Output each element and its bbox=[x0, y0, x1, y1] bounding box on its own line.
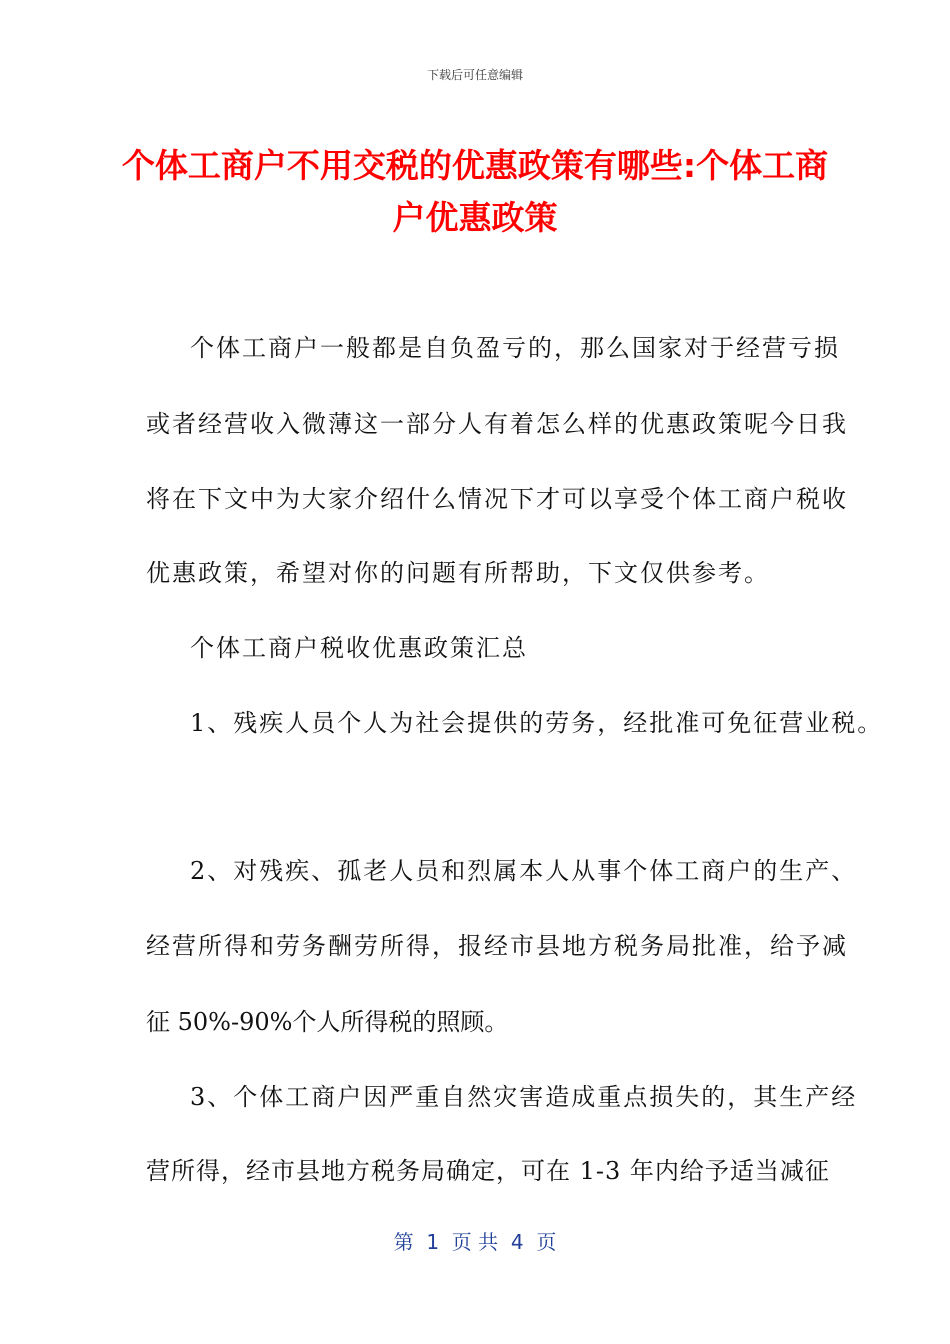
paragraph-line-3: 将在下文中为大家介绍什么情况下才可以享受个体工商户税收 bbox=[146, 485, 848, 513]
page-number-footer: 第 1 页 共 4 页 bbox=[393, 1230, 557, 1254]
paragraph-line-4: 优惠政策，希望对你的问题有所帮助，下文仅供参考。 bbox=[146, 559, 770, 587]
header-note: 下载后可任意编辑 bbox=[426, 68, 523, 82]
item-2-line-3: 征 50%-90%个人所得税的照顾。 bbox=[146, 1008, 509, 1036]
item-3-line-1: 3、个体工商户因严重自然灾害造成重点损失的，其生产经 bbox=[190, 1083, 858, 1111]
item-3-line-2: 营所得，经市县地方税务局确定，可在 1-3 年内给予适当减征 bbox=[146, 1157, 830, 1185]
item-2-line-1: 2、对残疾、孤老人员和烈属本人从事个体工商户的生产、 bbox=[190, 857, 858, 885]
paragraph-line-1: 个体工商户一般都是自负盈亏的，那么国家对于经营亏损 bbox=[190, 334, 840, 362]
paragraph-line-2: 或者经营收入微薄这一部分人有着怎么样的优惠政策呢今日我 bbox=[146, 410, 848, 438]
document-title: 个体工商户不用交税的优惠政策有哪些:个体工商户优惠政策 bbox=[121, 146, 829, 237]
item-2-line-2: 经营所得和劳务酬劳所得，报经市县地方税务局批准，给予减 bbox=[146, 932, 848, 960]
section-heading: 个体工商户税收优惠政策汇总 bbox=[190, 634, 528, 662]
item-1-line-1: 1、残疾人员个人为社会提供的劳务，经批准可免征营业税。 bbox=[190, 709, 884, 737]
